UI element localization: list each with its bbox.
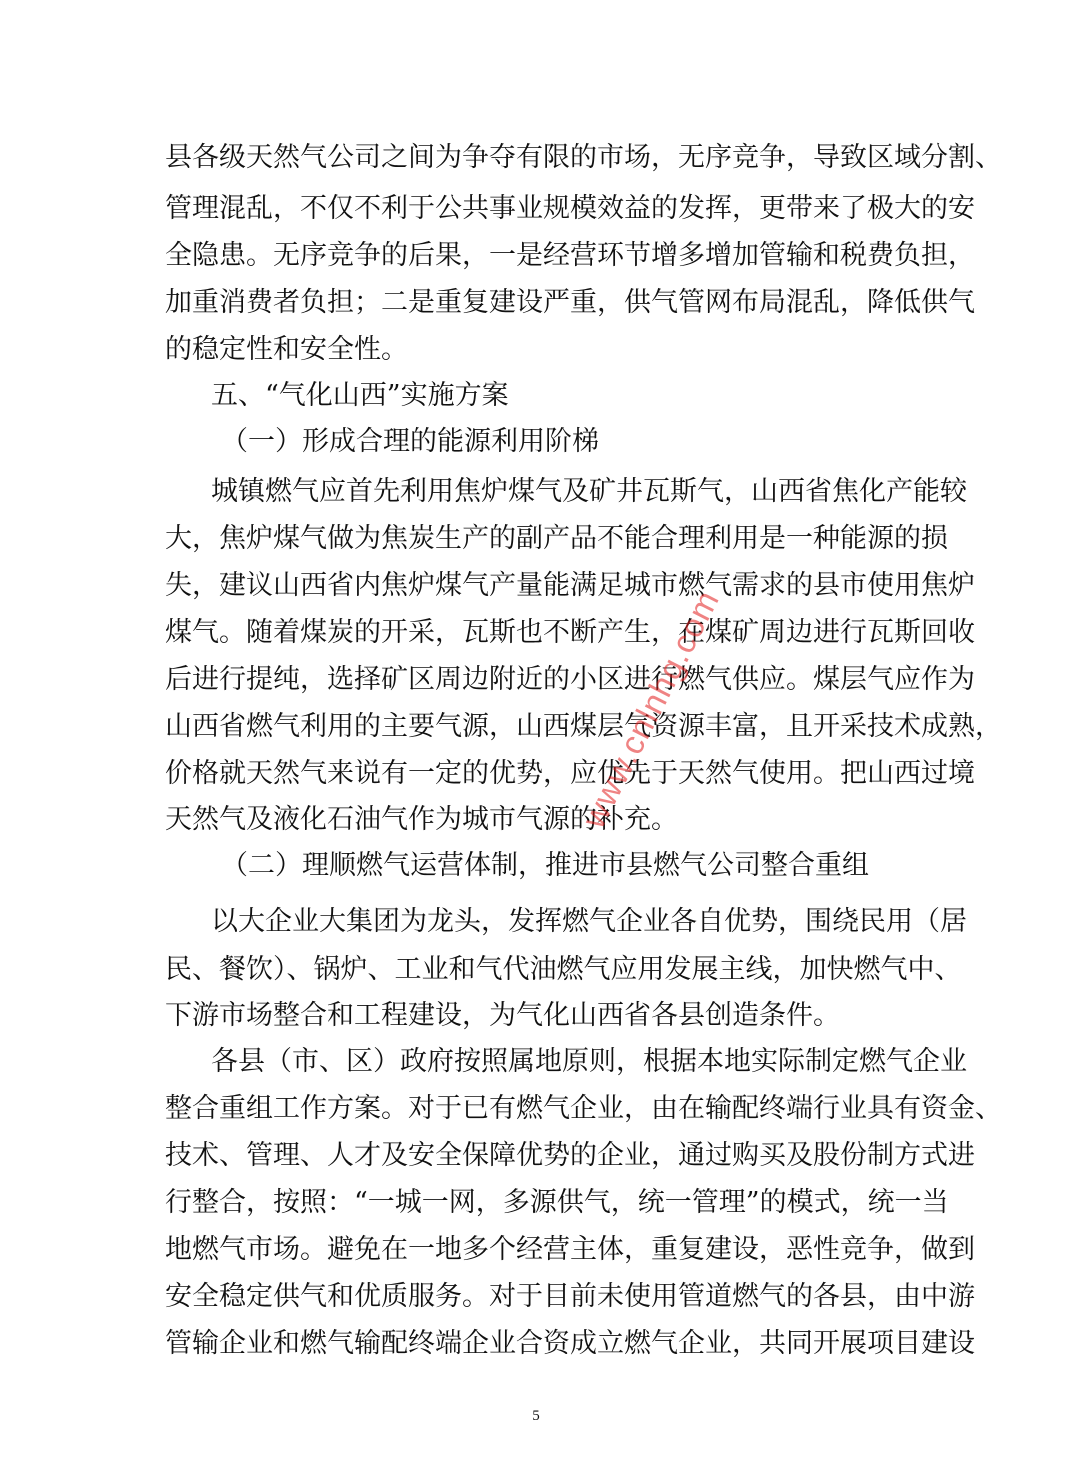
section-heading: 五、“气化山西”实施方案 [211,380,509,411]
text-line: 下游市场整合和工程建设，为气化山西省各县创造条件。 [165,1000,840,1031]
text-line: 山西省燃气利用的主要气源，山西煤层气资源丰富，且开采技术成熟， [165,711,1002,742]
text-line: 各县（市、区）政府按照属地原则，根据本地实际制定燃气企业 [211,1046,967,1077]
text-line: 价格就天然气来说有一定的优势，应优先于天然气使用。把山西过境 [165,758,975,789]
text-line: 管输企业和燃气输配终端企业合资成立燃气企业，共同开展项目建设 [165,1328,975,1359]
text-line: 天然气及液化石油气作为城市气源的补充。 [165,804,678,835]
text-line: 加重消费者负担；二是重复建设严重，供气管网布局混乱，降低供气 [165,287,975,318]
text-line: 技术、管理、人才及安全保障优势的企业，通过购买及股份制方式进 [165,1140,975,1171]
text-line: 失，建议山西省内焦炉煤气产量能满足城市燃气需求的县市使用焦炉 [165,570,975,601]
text-line: 的稳定性和安全性。 [165,334,408,365]
watermark-text: www.cnlnhg.com [574,583,727,834]
text-line: 行整合，按照：“一城一网，多源供气，统一管理”的模式，统一当 [165,1187,949,1218]
text-line: 地燃气市场。避免在一地多个经营主体，重复建设，恶性竞争，做到 [165,1234,975,1265]
text-line: 后进行提纯，选择矿区周边附近的小区进行燃气供应。煤层气应作为 [165,664,975,695]
text-line: 民、餐饮）、锅炉、工业和气代油燃气应用发展主线，加快燃气中、 [165,954,962,985]
text-line: 城镇燃气应首先利用焦炉煤气及矿井瓦斯气，山西省焦化产能较 [211,476,967,507]
page-number: 5 [532,1408,540,1424]
text-line: 煤气。随着煤炭的开采，瓦斯也不断产生，在煤矿周边进行瓦斯回收 [165,617,975,648]
text-line: 以大企业大集团为龙头，发挥燃气企业各自优势，围绕民用（居 [211,906,967,937]
text-line: 县各级天然气公司之间为争夺有限的市场，无序竞争，导致区域分割、 [165,142,1002,173]
subsection-heading: （二）理顺燃气运营体制，推进市县燃气公司整合重组 [221,850,869,881]
text-line: 安全稳定供气和优质服务。对于目前未使用管道燃气的各县，由中游 [165,1281,975,1312]
text-line: 管理混乱，不仅不利于公共事业规模效益的发挥，更带来了极大的安 [165,193,975,224]
text-line: 整合重组工作方案。对于已有燃气企业，由在输配终端行业具有资金、 [165,1093,1002,1124]
subsection-heading: （一）形成合理的能源利用阶梯 [221,426,599,457]
text-line: 大，焦炉煤气做为焦炭生产的副产品不能合理利用是一种能源的损 [165,523,948,554]
text-line: 全隐患。无序竞争的后果，一是经营环节增多增加管输和税费负担， [165,240,975,271]
